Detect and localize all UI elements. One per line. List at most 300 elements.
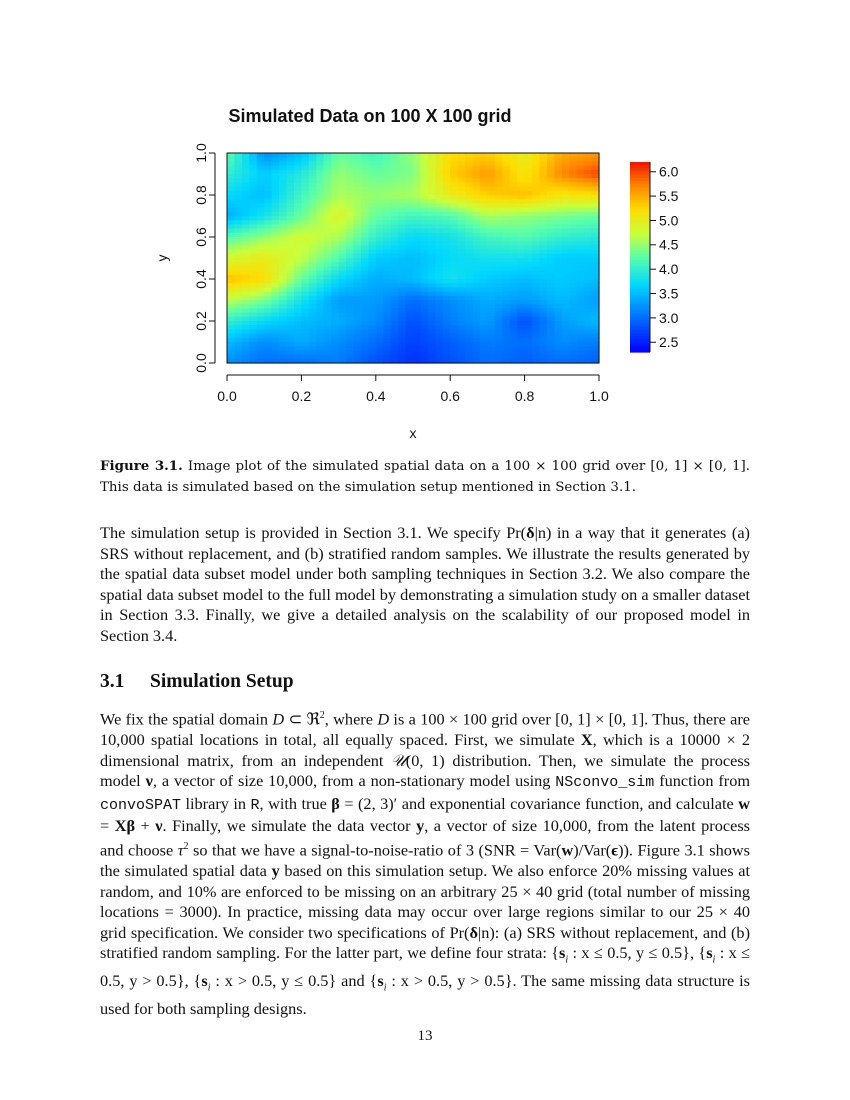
heatmap-cell <box>264 300 272 305</box>
heatmap-cell <box>398 266 406 271</box>
heatmap-cell <box>376 224 384 229</box>
heatmap-cell <box>227 166 235 171</box>
heatmap-cell <box>547 220 555 225</box>
heatmap-cell <box>316 321 324 326</box>
heatmap-cell <box>376 262 384 267</box>
heatmap-cell <box>584 350 592 355</box>
heatmap-cell <box>525 208 533 213</box>
heatmap-cell <box>383 182 391 187</box>
heatmap-cell <box>584 199 592 204</box>
heatmap-cell <box>353 325 361 330</box>
heatmap-cell <box>569 187 577 192</box>
heatmap-cell <box>554 229 562 234</box>
heatmap-cell <box>361 355 369 360</box>
heatmap-cell <box>569 342 577 347</box>
heatmap-cell <box>584 229 592 234</box>
heatmap-cell <box>353 174 361 179</box>
heatmap-cell <box>346 296 354 301</box>
heatmap-cell <box>554 262 562 267</box>
heatmap-cell <box>450 250 458 255</box>
heatmap-cell <box>383 338 391 343</box>
heatmap-cell <box>413 170 421 175</box>
heatmap-cell <box>376 292 384 297</box>
heatmap-cell <box>294 262 302 267</box>
heatmap-cell <box>465 195 473 200</box>
heatmap-cell <box>413 313 421 318</box>
heatmap-cell <box>376 216 384 221</box>
heatmap-cell <box>406 292 414 297</box>
heatmap-cell <box>264 220 272 225</box>
heatmap-cell <box>398 245 406 250</box>
heatmap-cell <box>324 338 332 343</box>
heatmap-cell <box>376 187 384 192</box>
heatmap-cell <box>376 342 384 347</box>
heatmap-cell <box>249 325 257 330</box>
heatmap-cell <box>301 266 309 271</box>
heatmap-cell <box>554 203 562 208</box>
heatmap-cell <box>510 338 518 343</box>
heatmap-cell <box>353 350 361 355</box>
heatmap-cell <box>331 203 339 208</box>
heatmap-cell <box>406 191 414 196</box>
heatmap-cell <box>406 342 414 347</box>
heatmap-cell <box>428 342 436 347</box>
heatmap-cell <box>398 170 406 175</box>
heatmap-cell <box>316 241 324 246</box>
heatmap-cell <box>510 304 518 309</box>
heatmap-cell <box>339 182 347 187</box>
heatmap-cell <box>331 300 339 305</box>
heatmap-cell <box>517 195 525 200</box>
heatmap-cell <box>547 161 555 166</box>
heatmap-cell <box>316 212 324 217</box>
heatmap-cell <box>584 275 592 280</box>
heatmap-cell <box>443 287 451 292</box>
heatmap-cell <box>458 258 466 263</box>
y-tick-label: 0.0 <box>192 353 209 373</box>
heatmap-cell <box>517 153 525 158</box>
heatmap-cell <box>532 271 540 276</box>
heatmap-cell <box>502 338 510 343</box>
heatmap-cell <box>435 275 443 280</box>
heatmap-cell <box>242 170 250 175</box>
heatmap-cell <box>242 287 250 292</box>
heatmap-cell <box>257 287 265 292</box>
heatmap-cell <box>473 187 481 192</box>
heatmap-cell <box>502 334 510 339</box>
heatmap-cell <box>517 191 525 196</box>
heatmap-cell <box>383 275 391 280</box>
colorbar-tick-label: 3.0 <box>659 309 679 326</box>
heatmap-cell <box>242 321 250 326</box>
heatmap-cell <box>353 321 361 326</box>
heatmap-cell <box>287 233 295 238</box>
heatmap-cell <box>376 229 384 234</box>
heatmap-cell <box>324 224 332 229</box>
heatmap-cell <box>353 317 361 322</box>
heatmap-cell <box>510 346 518 351</box>
heatmap-cell <box>413 350 421 355</box>
heatmap-cell <box>309 245 317 250</box>
heatmap-cell <box>264 321 272 326</box>
heatmap-cell <box>301 157 309 162</box>
heatmap-cell <box>458 224 466 229</box>
heatmap-cell <box>502 325 510 330</box>
heatmap-cell <box>324 170 332 175</box>
heatmap-cell <box>316 220 324 225</box>
heatmap-cell <box>480 355 488 360</box>
heatmap-cell <box>391 321 399 326</box>
heatmap-cell <box>495 182 503 187</box>
heatmap-cell <box>279 237 287 242</box>
heatmap-cell <box>346 245 354 250</box>
heatmap-cell <box>294 355 302 360</box>
heatmap-cell <box>465 313 473 318</box>
heatmap-cell <box>346 258 354 263</box>
heatmap-cell <box>428 157 436 162</box>
heatmap-cell <box>316 350 324 355</box>
heatmap-cell <box>443 241 451 246</box>
heatmap-cell <box>428 258 436 263</box>
heatmap-cell <box>339 334 347 339</box>
heatmap-cell <box>324 220 332 225</box>
heatmap-cell <box>450 279 458 284</box>
heatmap-cell <box>391 191 399 196</box>
heatmap-cell <box>473 153 481 158</box>
heatmap-cell <box>331 254 339 259</box>
heatmap-cell <box>554 275 562 280</box>
heatmap-cell <box>554 304 562 309</box>
heatmap-cell <box>532 220 540 225</box>
heatmap-cell <box>510 170 518 175</box>
heatmap-cell <box>331 212 339 217</box>
heatmap-cell <box>443 266 451 271</box>
heatmap-cell <box>376 304 384 309</box>
heatmap-cell <box>502 329 510 334</box>
heatmap-cell <box>301 287 309 292</box>
heatmap-cell <box>227 174 235 179</box>
heatmap-cell <box>383 271 391 276</box>
heatmap-cell <box>577 203 585 208</box>
heatmap-cell <box>495 233 503 238</box>
heatmap-cell <box>294 199 302 204</box>
heatmap-cell <box>257 216 265 221</box>
heatmap-cell <box>562 191 570 196</box>
heatmap-cell <box>361 153 369 158</box>
heatmap-cell <box>346 199 354 204</box>
heatmap-cell <box>450 308 458 313</box>
heatmap-cell <box>406 208 414 213</box>
heatmap-cell <box>554 355 562 360</box>
heatmap-cell <box>547 157 555 162</box>
heatmap-cell <box>234 212 242 217</box>
heatmap-cell <box>324 203 332 208</box>
heatmap-cell <box>592 208 600 213</box>
heatmap-cell <box>584 300 592 305</box>
heatmap-cell <box>525 241 533 246</box>
heatmap-cell <box>383 250 391 255</box>
heatmap-cell <box>346 237 354 242</box>
heatmap-cell <box>458 329 466 334</box>
heatmap-cell <box>420 220 428 225</box>
heatmap-cell <box>554 199 562 204</box>
heatmap-cell <box>510 208 518 213</box>
heatmap-cell <box>428 182 436 187</box>
heatmap-cell <box>435 308 443 313</box>
heatmap-cell <box>353 216 361 221</box>
heatmap-cell <box>361 346 369 351</box>
heatmap-cell <box>272 334 280 339</box>
heatmap-cell <box>398 191 406 196</box>
heatmap-cell <box>339 174 347 179</box>
heatmap-cell <box>510 262 518 267</box>
heatmap-cell <box>234 254 242 259</box>
heatmap-cell <box>450 203 458 208</box>
heatmap-cell <box>487 157 495 162</box>
heatmap-cell <box>420 313 428 318</box>
heatmap-cell <box>249 170 257 175</box>
heatmap-cell <box>249 321 257 326</box>
heatmap-cell <box>331 342 339 347</box>
heatmap-cell <box>420 350 428 355</box>
heatmap-cell <box>368 161 376 166</box>
heatmap-cell <box>331 275 339 280</box>
heatmap-cell <box>368 287 376 292</box>
heatmap-cell <box>339 338 347 343</box>
heatmap-cell <box>309 199 317 204</box>
heatmap-cell <box>562 355 570 360</box>
heatmap-cell <box>272 304 280 309</box>
heatmap-cell <box>249 304 257 309</box>
heatmap-cell <box>413 208 421 213</box>
colorbar-tick-label: 6.0 <box>659 163 679 180</box>
heatmap-cell <box>391 287 399 292</box>
heatmap-cell <box>398 283 406 288</box>
heatmap-cell <box>532 266 540 271</box>
heatmap-cell <box>569 208 577 213</box>
heatmap-cell <box>287 237 295 242</box>
heatmap-cell <box>465 224 473 229</box>
heatmap-cell <box>413 229 421 234</box>
heatmap-cell <box>406 187 414 192</box>
heatmap-cell <box>435 195 443 200</box>
heatmap-cell <box>361 224 369 229</box>
heatmap-cell <box>577 275 585 280</box>
heatmap-cell <box>554 161 562 166</box>
heatmap-cell <box>287 254 295 259</box>
heatmap-cell <box>309 220 317 225</box>
heatmap-cell <box>525 279 533 284</box>
heatmap-cell <box>339 287 347 292</box>
heatmap-cell <box>510 216 518 221</box>
heatmap-cell <box>264 292 272 297</box>
heatmap-cell <box>450 224 458 229</box>
heatmap-cell <box>376 321 384 326</box>
heatmap-cell <box>398 262 406 267</box>
heatmap-cell <box>287 161 295 166</box>
heatmap-cell <box>383 212 391 217</box>
heatmap-cell <box>324 321 332 326</box>
heatmap-cell <box>227 308 235 313</box>
function-name: NSconvo_sim <box>555 774 655 792</box>
heatmap-cell <box>480 296 488 301</box>
heatmap-cell <box>383 229 391 234</box>
heatmap-cell <box>562 233 570 238</box>
heatmap-cell <box>495 191 503 196</box>
heatmap-cell <box>554 350 562 355</box>
heatmap-cell <box>376 254 384 259</box>
heatmap-cell <box>435 338 443 343</box>
heatmap-cell <box>368 313 376 318</box>
heatmap-cell <box>487 329 495 334</box>
heatmap-cell <box>458 296 466 301</box>
heatmap-cell <box>257 321 265 326</box>
heatmap-cell <box>339 250 347 255</box>
heatmap-cell <box>339 157 347 162</box>
heatmap-cell <box>249 153 257 158</box>
heatmap-cell <box>391 195 399 200</box>
heatmap-cell <box>316 325 324 330</box>
heatmap-cell <box>539 313 547 318</box>
heatmap-cell <box>361 191 369 196</box>
heatmap-cell <box>264 254 272 259</box>
heatmap-cell <box>368 224 376 229</box>
heatmap-cell <box>547 224 555 229</box>
heatmap-cell <box>257 250 265 255</box>
heatmap-cell <box>443 313 451 318</box>
heatmap-cell <box>272 275 280 280</box>
heatmap-cell <box>406 258 414 263</box>
heatmap-cell <box>242 237 250 242</box>
heatmap-cell <box>495 254 503 259</box>
heatmap-cell <box>391 329 399 334</box>
heatmap-cell <box>510 220 518 225</box>
heatmap-cell <box>510 178 518 183</box>
heatmap-cell <box>420 174 428 179</box>
heatmap-cell <box>391 325 399 330</box>
heatmap-cell <box>443 296 451 301</box>
heatmap-cell <box>324 296 332 301</box>
heatmap-cell <box>473 203 481 208</box>
heatmap-cell <box>398 296 406 301</box>
heatmap-cell <box>435 182 443 187</box>
heatmap-cell <box>473 241 481 246</box>
heatmap-cell <box>406 161 414 166</box>
heatmap-cell <box>525 338 533 343</box>
heatmap-cell <box>554 182 562 187</box>
heatmap-cell <box>487 258 495 263</box>
heatmap-cell <box>465 271 473 276</box>
heatmap-cell <box>525 304 533 309</box>
heatmap-cell <box>398 308 406 313</box>
heatmap-cell <box>361 229 369 234</box>
heatmap-cell <box>592 258 600 263</box>
heatmap-cell <box>309 329 317 334</box>
heatmap-cell <box>361 216 369 221</box>
heatmap-cell <box>353 308 361 313</box>
heatmap-cell <box>249 237 257 242</box>
heatmap-cell <box>391 170 399 175</box>
heatmap-cell <box>279 187 287 192</box>
heatmap-cell <box>272 338 280 343</box>
heatmap-cell <box>383 350 391 355</box>
heatmap-cell <box>487 153 495 158</box>
heatmap-cell <box>510 317 518 322</box>
heatmap-cell <box>562 153 570 158</box>
heatmap-cell <box>272 224 280 229</box>
heatmap-cell <box>525 317 533 322</box>
heatmap-cell <box>428 216 436 221</box>
heatmap-cell <box>376 325 384 330</box>
heatmap-cell <box>487 187 495 192</box>
heatmap-cell <box>562 262 570 267</box>
heatmap-cell <box>562 208 570 213</box>
heatmap-cell <box>450 271 458 276</box>
heatmap-cell <box>495 317 503 322</box>
heatmap-cell <box>324 350 332 355</box>
heatmap-cell <box>525 233 533 238</box>
heatmap-cell <box>532 203 540 208</box>
heatmap-cell <box>242 300 250 305</box>
heatmap-cell <box>510 195 518 200</box>
heatmap-cell <box>539 191 547 196</box>
heatmap-cell <box>547 237 555 242</box>
heatmap-cell <box>249 157 257 162</box>
heatmap-cell <box>547 304 555 309</box>
heatmap-cell <box>398 161 406 166</box>
heatmap-cell <box>368 166 376 171</box>
heatmap-cell <box>495 195 503 200</box>
heatmap-cell <box>428 296 436 301</box>
heatmap-cell <box>272 271 280 276</box>
heatmap-cell <box>391 157 399 162</box>
heatmap-cell <box>287 287 295 292</box>
heatmap-cell <box>532 208 540 213</box>
heatmap-cell <box>242 258 250 263</box>
heatmap-cell <box>458 283 466 288</box>
heatmap-cell <box>413 250 421 255</box>
heatmap-cell <box>584 287 592 292</box>
heatmap-cell <box>398 166 406 171</box>
heatmap-cell <box>324 216 332 221</box>
heatmap-cell <box>249 287 257 292</box>
heatmap-cell <box>592 250 600 255</box>
heatmap-cell <box>279 220 287 225</box>
heatmap-cell <box>443 338 451 343</box>
heatmap-cell <box>346 350 354 355</box>
heatmap-cell <box>353 300 361 305</box>
heatmap-cell <box>294 208 302 213</box>
heatmap-cell <box>234 355 242 360</box>
heatmap-cell <box>242 208 250 213</box>
heatmap-cell <box>368 342 376 347</box>
heatmap-cell <box>577 262 585 267</box>
heatmap-cell <box>398 250 406 255</box>
heatmap-cell <box>428 208 436 213</box>
heatmap-cell <box>301 241 309 246</box>
heatmap-cell <box>562 271 570 276</box>
heatmap-cell <box>331 308 339 313</box>
heatmap-cell <box>435 283 443 288</box>
heatmap-cell <box>361 170 369 175</box>
heatmap-cell <box>234 195 242 200</box>
heatmap-cell <box>413 355 421 360</box>
heatmap-cell <box>539 325 547 330</box>
heatmap-cell <box>465 266 473 271</box>
heatmap-cell <box>227 191 235 196</box>
heatmap-cell <box>339 313 347 318</box>
heatmap-cell <box>316 317 324 322</box>
